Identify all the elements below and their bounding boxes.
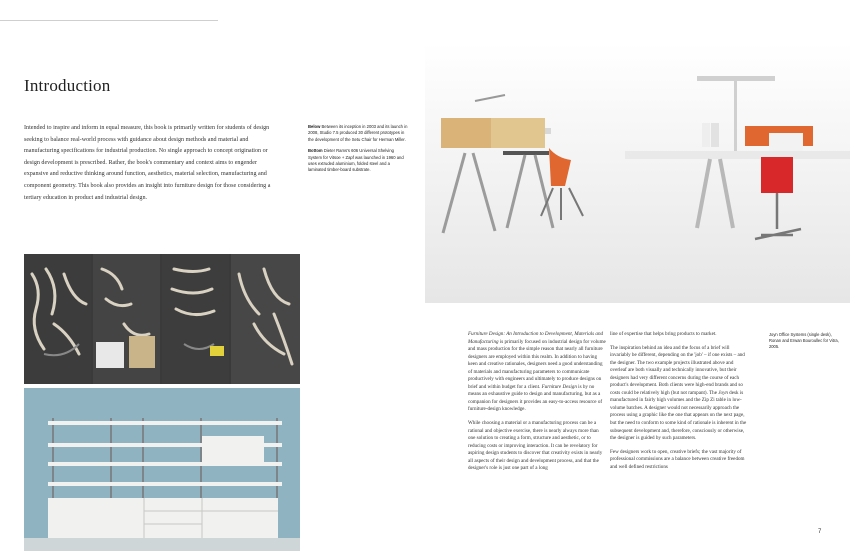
col2-joyn: Joyn xyxy=(718,389,728,396)
office-desks-photo xyxy=(425,43,850,303)
top-rule xyxy=(0,20,218,21)
caption-below-label: Below xyxy=(308,124,321,129)
col1-book-title-short: Furniture Design xyxy=(541,383,577,390)
page-number: 7 xyxy=(818,529,822,535)
caption-bottom-text: Dieter Rams's 606 Universal Shelving System for Vitsoe + Zapf was launched in 1960 and uses extruded aluminium, folded steel and a laminated timber-board substrate. xyxy=(308,148,404,173)
caption-bottom xyxy=(308,148,408,174)
body-column-2 xyxy=(610,331,749,477)
col2-paragraph-2: Few designers work to open, creative briefs; the vast majority of professional commissions are a balance between creative freedom and well defined restrictions xyxy=(610,448,745,470)
body-column-1 xyxy=(468,331,607,479)
shelving-photo xyxy=(24,388,300,551)
caption-below-text: Between its inception in 2003 and its launch in 2008, Studio 7.5 produced 30 different prototypes in the development of the Setu Chair for Herman Miller. xyxy=(308,124,408,142)
col2-paragraph-1 xyxy=(610,345,749,443)
col2-p1-text-a: The inspiration behind an idea and the focus of a brief will invariably be different, depending on the 'job' – if one exists – and the designer. The two example projects illustrated above and overleaf are both visually and technically innovative, but their designers had very different concerns during the course of each product's development. Both clients were high-end brands and so costs could be relatively high (but not rampant). The xyxy=(610,344,745,396)
col1-paragraph-2: While choosing a material or a manufacturing process can be a rational and objective exercise, there is nearly always more than one solution to creating a form, structure and aesthetic, or to reducing costs or improving interaction. It can be revelatory for aspiring design students to discover that creativity exists in nearly all aspects of their design and development process, and that the designer's role is just one part of a long xyxy=(468,420,603,472)
caption-right: Joyn Office Systems (single desk), Ronan and Erwan Bouroullec for Vitra, 2005. xyxy=(769,332,839,350)
intro-paragraph: Intended to inspire and inform in equal measure, this book is primarily written for students of design seeking to balance real-world process with guidance about design methods and material and manufacturing specifications for industrial production. No single approach to concept origination or design development is prescribed. Rather, the book's commentary and context aims to engender expansive and reductive thinking around function, aesthetics, material selection, manufacturing and component geometry. This book also provides an insight into furniture design for those considering a tertiary education in product and industrial design. xyxy=(24,125,271,201)
page-title: Introduction xyxy=(24,76,111,95)
caption-bottom-label: Bottom xyxy=(308,148,323,154)
col2-p1-text-b: desk is manufactured in fairly high volumes and the Zip Zi table in low-volume batches. A designer would not necessarily approach the process using a graphic like the one that appears on the next page, but the need to conform to some kind of rationale is inherent in the subsequent development and, therefore, consciously or otherwise, the designer is guided by such parameters. xyxy=(610,389,747,442)
col1-book-title: Furniture Design: An Introduction to Development, Materials and Manufacturing xyxy=(468,331,604,345)
col1-paragraph-1 xyxy=(468,331,607,414)
col1-p1-text-b: is by no means an exhaustive guide to design and manufacturing, but as a companion for designers it provides an easy-to-access resource of furniture-design knowledge. xyxy=(468,383,603,413)
left-captions xyxy=(308,124,408,179)
col1-p1-text-a: is primarily focused on industrial design for volume and mass production for the simple reason that nearly all furniture designers are employed within this realm. In addition to having keen and creative rationales, designers need a good understanding of materials and manufacturing parameters to communicate productively with engineers and ultimately to produce designs on brief and within budget for a client. xyxy=(468,338,606,390)
prototypes-photo xyxy=(24,254,300,384)
col2-paragraph-0: line of expertise that helps bring products to market. xyxy=(610,331,717,337)
caption-below xyxy=(308,124,408,143)
